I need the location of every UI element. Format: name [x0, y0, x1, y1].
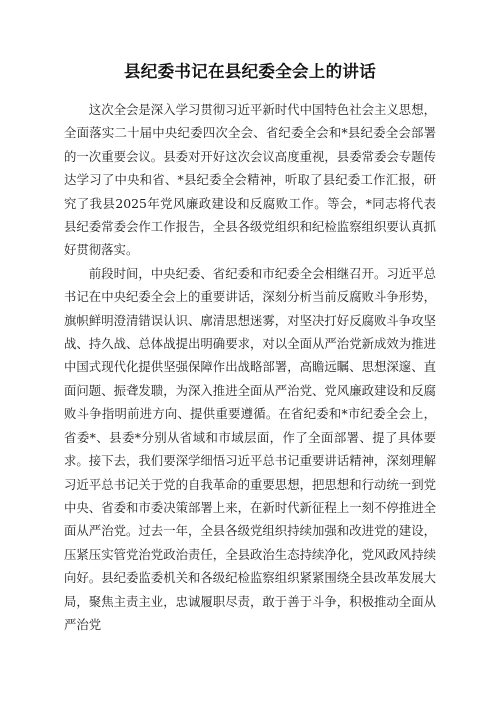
paragraph-body: 前段时间，中央纪委、省纪委和市纪委全会相继召开。习近平总书记在中央纪委全会上的重要讲话，深刻分析当前反腐败斗争形势，旗帜鲜明澄清错误认识、廓清思想迷雾，对坚决打好反腐败斗争攻坚战、持久战、总体战提出明确要求，对以全面从严治党新成效为推进中国式现代化提供坚强保障作出战略部署，高瞻远瞩、思想深邃、直面问题、振聋发聩，为深入推进全面从严治党、党风廉政建设和反腐败斗争指明前进方向、提供重要遵循。在省纪委和*市纪委全会上，省委*、县委*分别从省域和市域层面，作了全面部署、提了具体要求。接下去，我们要深学细悟习近平总书记重要讲话精神，深刻理解习近平总书记关于党的自我革命的重要思想，把思想和行动统一到党中央、省委和市委决策部署上来，在新时代新征程上一刻不停推进全面从严治党。过去一年，全县各级党组织持续加强和改进党的建设，压紧压实管党治党政治责任，全县政治生态持续净化，党风政风持续向好。县纪委监委机关和各级纪检监察组织紧紧围绕全县改革发展大局，聚焦主责主业，忠诚履职尽责，敢于善于斗争，积极推动全面从严治党: [64, 265, 436, 632]
document-title: 县纪委书记在县纪委全会上的讲话: [124, 62, 376, 81]
paragraph-opening: 这次全会是深入学习贯彻习近平新时代中国特色社会主义思想，全面落实二十届中央纪委四次全会、省纪委全会和*县纪委全会部署的一次重要会议。县委对开好这次会议高度重视，县委常委会专题传达学习了中央和省、*县纪委全会精神，听取了县纪委工作汇报，研究了我县2025年党风廉政建设和反腐败工作。等会，*同志将代表县纪委常委会作工作报告，全县各级党组织和纪检监察组织要认真抓好贯彻落实。: [64, 102, 436, 258]
